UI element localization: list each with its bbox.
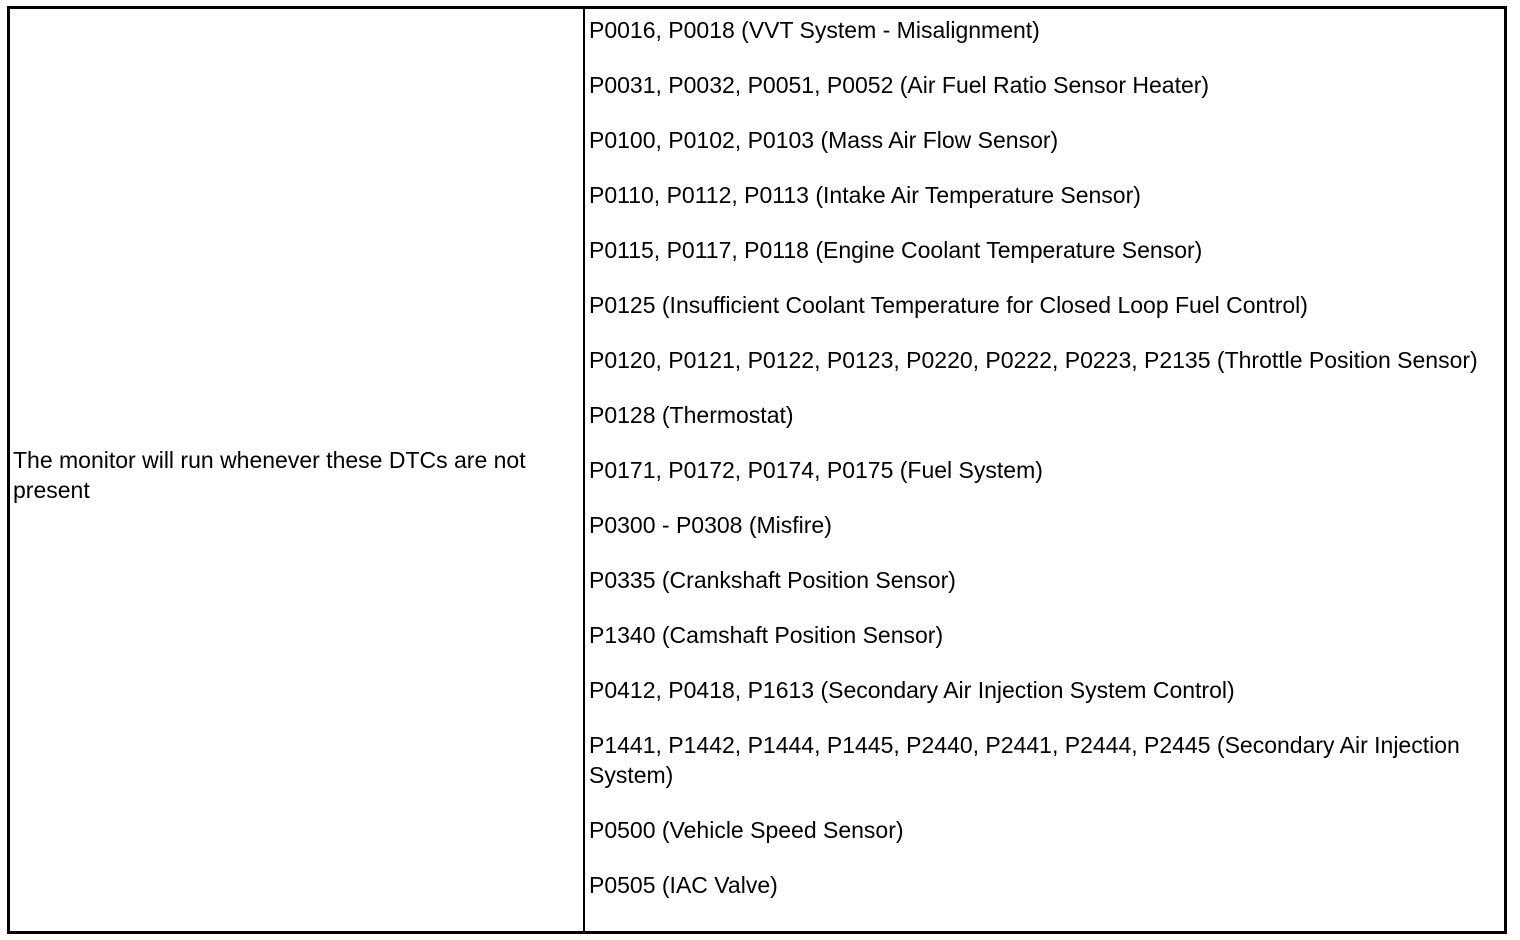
dtc-conditions-table xyxy=(7,6,1507,934)
dtc-list-item: P0412, P0418, P1613 (Secondary Air Injection System Control) xyxy=(589,677,1235,703)
dtc-list-cell xyxy=(585,9,1504,931)
dtc-list-item: P0505 (IAC Valve) xyxy=(589,872,778,898)
dtc-list-item: P0120, P0121, P0122, P0123, P0220, P0222, P0223, P2135 (Throttle Position Sensor) xyxy=(589,347,1478,373)
condition-cell xyxy=(10,9,585,931)
dtc-list-item: P0110, P0112, P0113 (Intake Air Temperature Sensor) xyxy=(589,182,1141,208)
dtc-list-item: P0171, P0172, P0174, P0175 (Fuel System) xyxy=(589,457,1043,483)
dtc-list-item: P1441, P1442, P1444, P1445, P2440, P2441, P2444, P2445 (Secondary Air Injection System) xyxy=(589,732,1460,788)
dtc-list-item: P0500 (Vehicle Speed Sensor) xyxy=(589,817,904,843)
dtc-list-item: P0115, P0117, P0118 (Engine Coolant Temperature Sensor) xyxy=(589,237,1203,263)
dtc-list-item: P0100, P0102, P0103 (Mass Air Flow Sensor) xyxy=(589,127,1059,153)
dtc-list-item: P0031, P0032, P0051, P0052 (Air Fuel Ratio Sensor Heater) xyxy=(589,72,1210,98)
dtc-list-item: P1340 (Camshaft Position Sensor) xyxy=(589,622,944,648)
dtc-list-item: P0016, P0018 (VVT System - Misalignment) xyxy=(589,17,1040,43)
dtc-list xyxy=(589,15,1494,900)
dtc-list-item: P0128 (Thermostat) xyxy=(589,402,794,428)
dtc-list-item: P0335 (Crankshaft Position Sensor) xyxy=(589,567,956,593)
dtc-list-item: P0300 - P0308 (Misfire) xyxy=(589,512,832,538)
condition-label: The monitor will run whenever these DTCs are not present xyxy=(13,447,526,503)
dtc-list-item: P0125 (Insufficient Coolant Temperature for Closed Loop Fuel Control) xyxy=(589,292,1308,318)
